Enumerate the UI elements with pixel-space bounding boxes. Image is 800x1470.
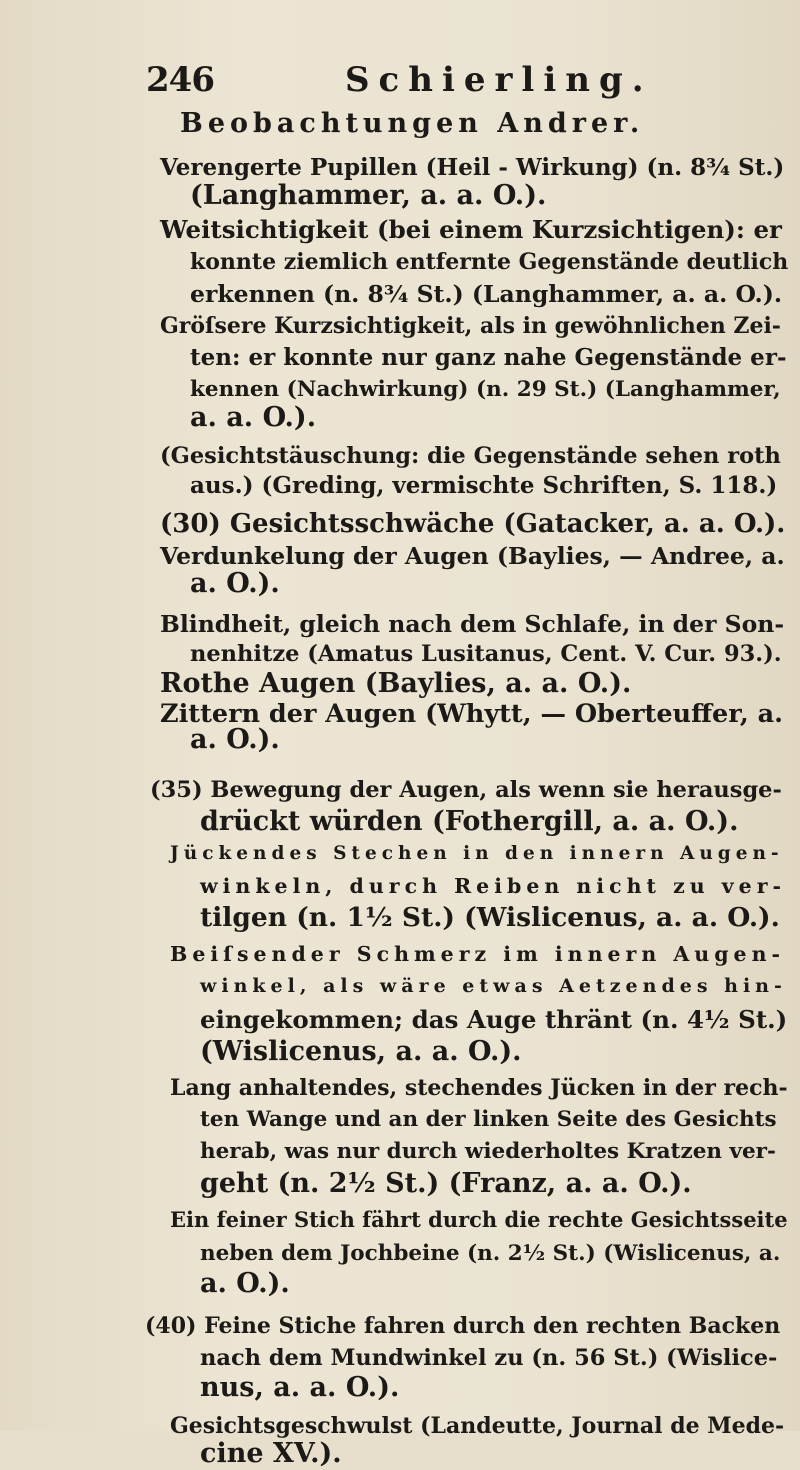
text-line: winkeln, durch Reiben nicht zu ver-	[200, 874, 787, 898]
text-line: Verdunkelung der Augen (Baylies, — Andree, a.	[160, 542, 785, 570]
text-line: Lang anhaltendes, stechendes Jücken in der rech-	[170, 1075, 788, 1101]
text-line: drückt würden (Fothergill, a. a. O.).	[200, 806, 739, 837]
text-line: kennen (Nachwirkung) (n. 29 St.) (Langhammer,	[190, 377, 781, 402]
text-line: aus.) (Greding, vermischte Schriften, S. 118.)	[190, 472, 778, 499]
text-line: Gröſsere Kurzsichtigkeit, als in gewöhnlichen Zei-	[160, 313, 781, 339]
text-line: Gesichtsgeschwulst (Landeutte, Journal de Mede-	[170, 1413, 785, 1439]
text-line: geht (n. 2½ St.) (Franz, a. a. O.).	[200, 1168, 692, 1199]
section-heading: Beobachtungen Andrer.	[180, 108, 645, 139]
text-line: Rothe Augen (Baylies, a. a. O.).	[160, 668, 632, 699]
text-line: Zittern der Augen (Whytt, — Oberteuffer, a.	[160, 699, 783, 729]
text-line: Ein feiner Stich fährt durch die rechte Gesichtsseite	[170, 1207, 788, 1232]
text-line: (35) Bewegung der Augen, als wenn sie herausge-	[150, 777, 782, 803]
text-line: winkel, als wäre etwas Aetzendes hin-	[200, 975, 787, 997]
text-line: Verengerte Pupillen (Heil - Wirkung) (n. 8¾ St.)	[160, 154, 785, 181]
text-line: Jückendes Stechen in den innern Augen-	[170, 843, 784, 864]
text-line: neben dem Jochbeine (n. 2½ St.) (Wislicenus, a.	[200, 1241, 781, 1266]
text-line: a. O.).	[200, 1268, 290, 1299]
text-line: a. O.).	[190, 568, 280, 599]
text-line: nenhitze (Amatus Lusitanus, Cent. V. Cur. 93.).	[190, 641, 782, 667]
text-line: erkennen (n. 8¾ St.) (Langhammer, a. a. O.).	[190, 280, 783, 308]
text-line: eingekommen; das Auge thränt (n. 4½ St.)	[200, 1005, 788, 1034]
text-line: tilgen (n. 1½ St.) (Wislicenus, a. a. O.).	[200, 902, 780, 933]
text-line: ten: er konnte nur ganz nahe Gegenstände er-	[190, 344, 787, 371]
running-title: Schierling.	[345, 60, 653, 100]
text-line: (40) Feine Stiche fahren durch den rechten Backen	[145, 1313, 781, 1339]
text-line: (Gesichtstäuschung: die Gegenstände sehen roth	[160, 443, 781, 469]
text-line: (Langhammer, a. a. O.).	[190, 180, 547, 211]
text-line: nus, a. a. O.).	[200, 1372, 400, 1403]
text-line: cine XV.).	[200, 1438, 342, 1469]
text-line: a. a. O.).	[190, 402, 317, 433]
text-line: Blindheit, gleich nach dem Schlafe, in der Son-	[160, 610, 785, 638]
text-line: (30) Gesichtsschwäche (Gatacker, a. a. O.).	[160, 509, 786, 539]
text-line: (Wislicenus, a. a. O.).	[200, 1036, 522, 1067]
page-header	[60, 60, 780, 110]
text-line: herab, was nur durch wiederholtes Kratzen ver-	[200, 1139, 776, 1164]
text-line: a. O.).	[190, 724, 280, 755]
text-line: konnte ziemlich entfernte Gegenstände deutlich	[190, 249, 789, 275]
text-line: ten Wange und an der linken Seite des Gesichts	[200, 1107, 777, 1132]
text-line: Weitsichtigkeit (bei einem Kurzsichtigen): er	[160, 215, 782, 244]
page-number: 246	[146, 60, 214, 100]
text-line: nach dem Mundwinkel zu (n. 56 St.) (Wislice-	[200, 1345, 778, 1371]
text-line: Beiſsender Schmerz im innern Augen-	[170, 942, 785, 966]
